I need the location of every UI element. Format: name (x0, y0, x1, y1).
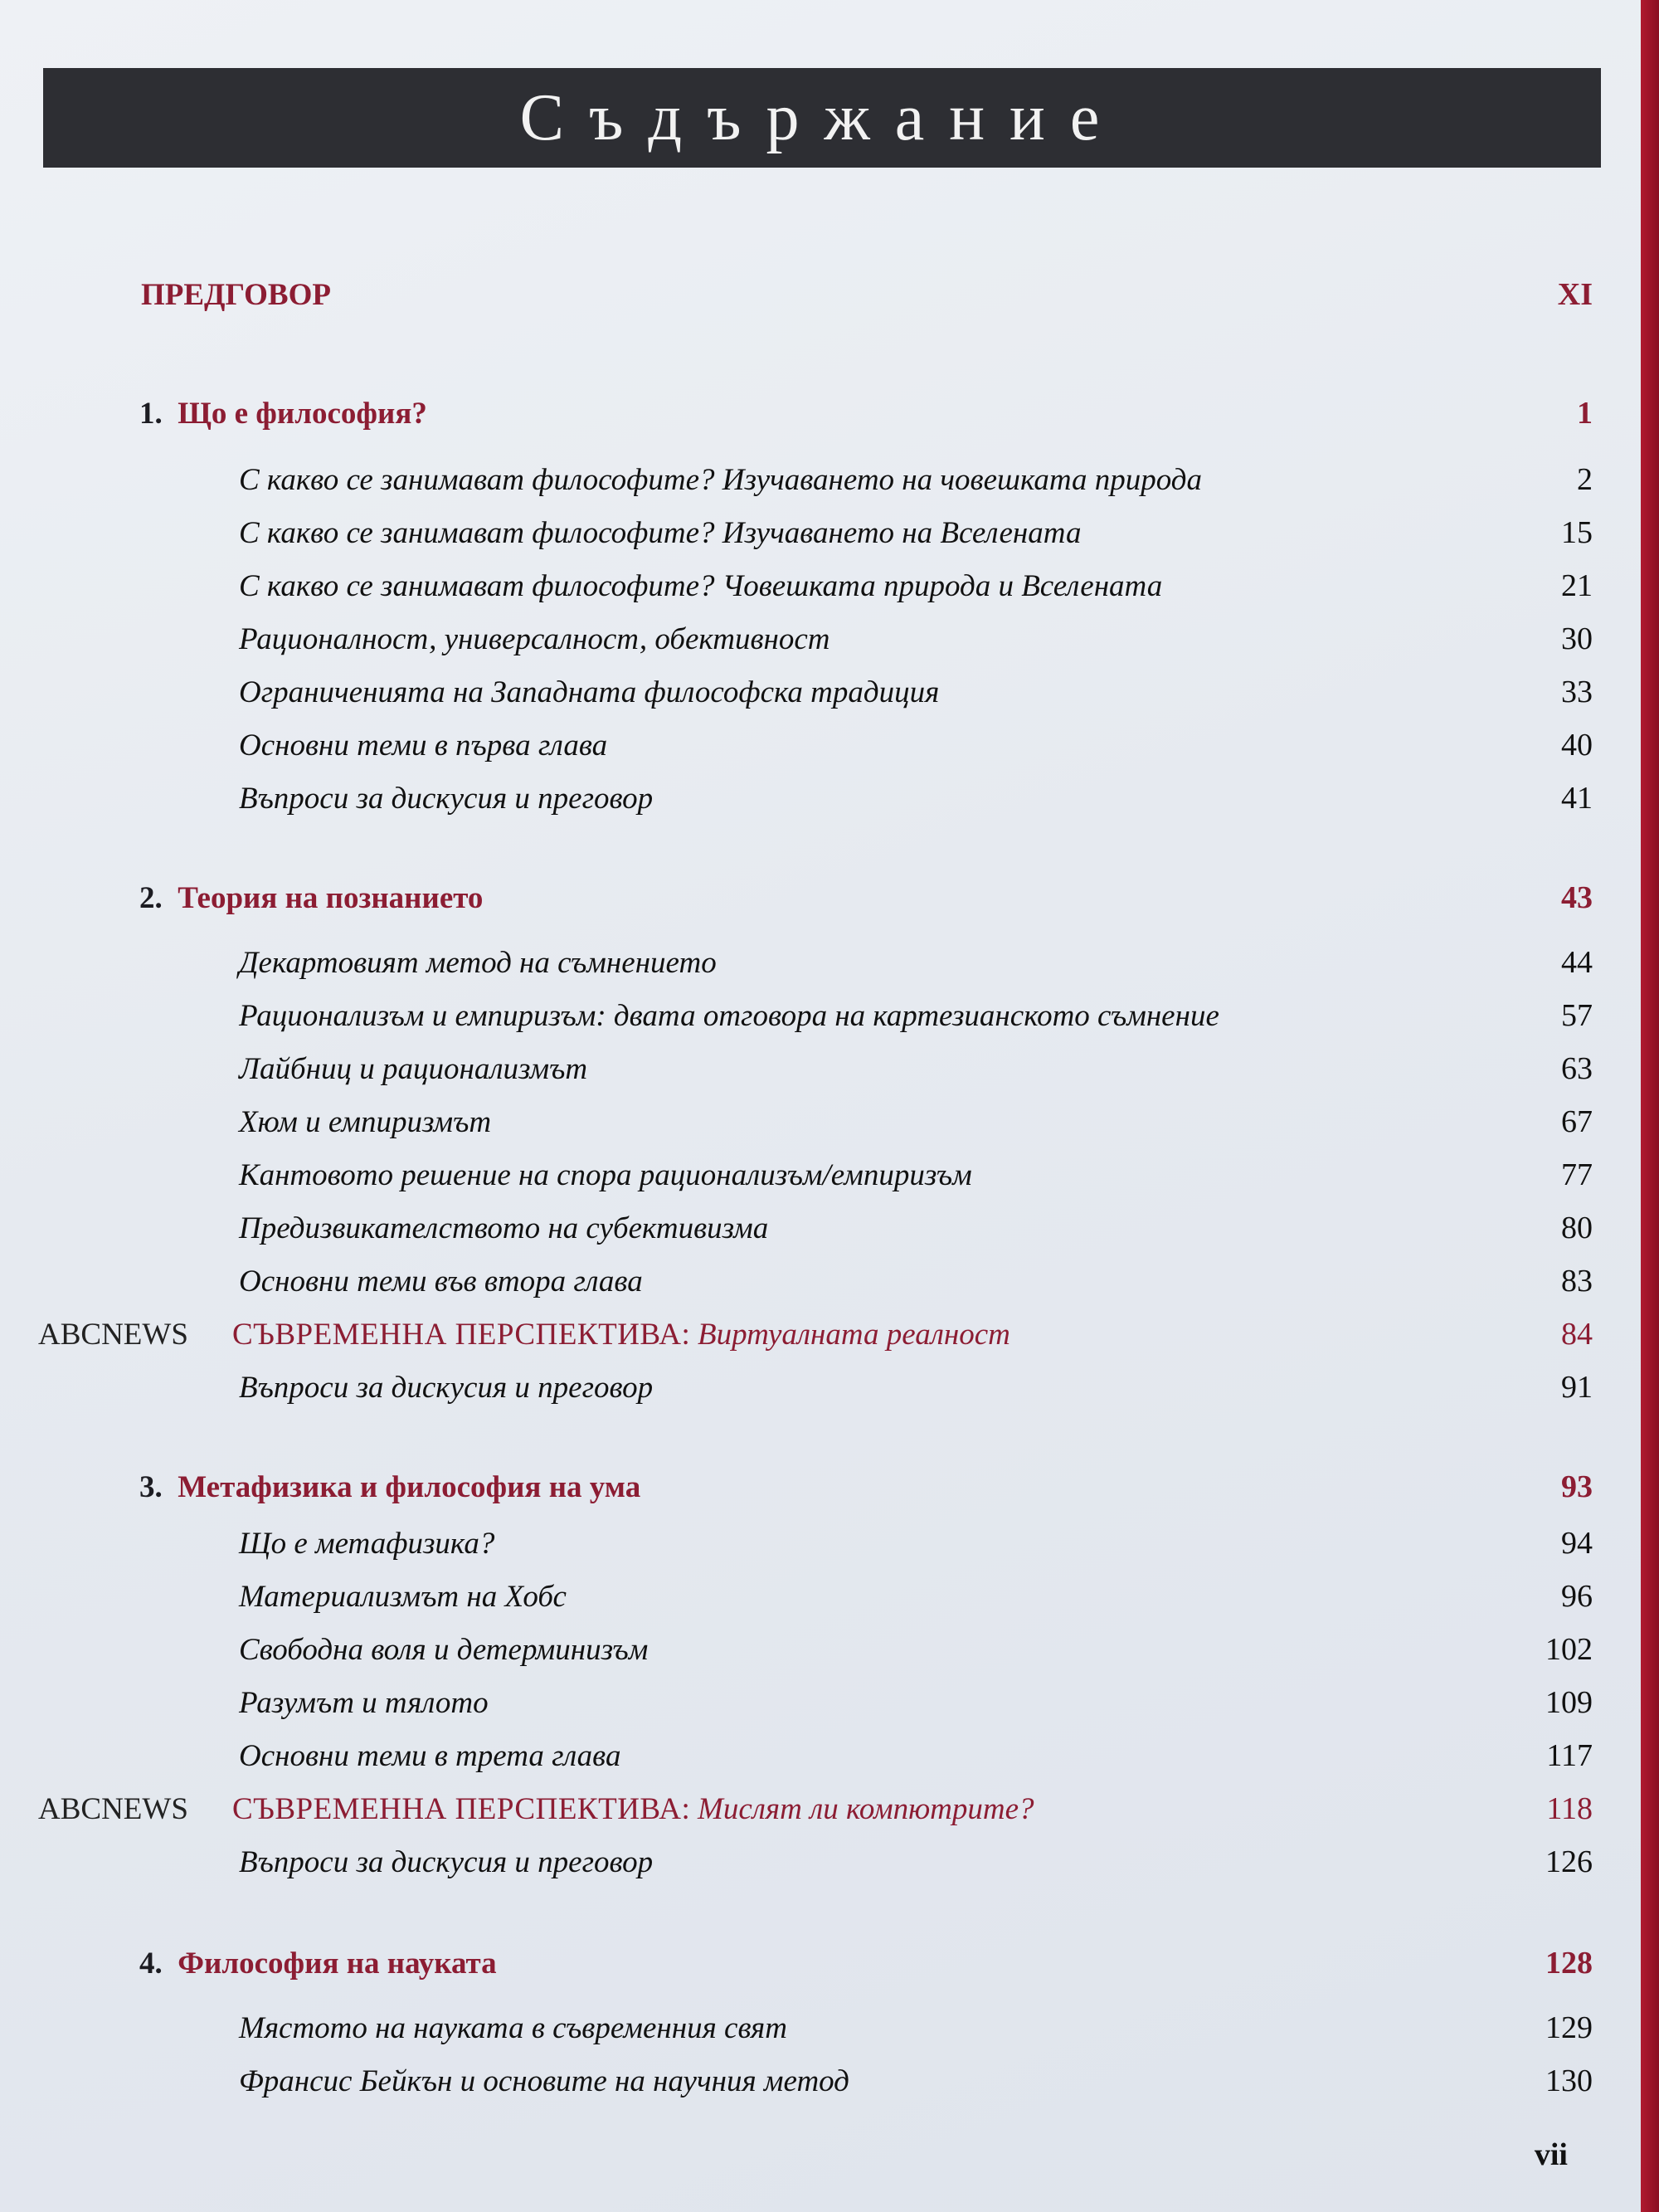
chapter-page: 1 (1577, 396, 1593, 431)
feature-title: СЪВРЕМЕННА ПЕРСПЕКТИВА: Мислят ли компютрите? (232, 1791, 1034, 1826)
feature-label: СЪВРЕМЕННА ПЕРСПЕКТИВА (232, 1317, 682, 1352)
abcnews-brand: ABCNEWS (38, 1791, 188, 1826)
feature-title: СЪВРЕМЕННА ПЕРСПЕКТИВА: Виртуалната реалност (232, 1317, 1010, 1352)
toc-entry[interactable] (0, 2056, 1601, 2106)
chapter-heading (139, 1946, 497, 1981)
toc-entry[interactable] (0, 1203, 1601, 1253)
toc-entry[interactable] (0, 561, 1601, 611)
toc-entry[interactable] (0, 991, 1601, 1040)
toc-entry[interactable] (0, 773, 1601, 823)
toc-entry[interactable] (0, 1518, 1601, 1568)
entry-page: 30 (1561, 621, 1593, 656)
toc-entry[interactable] (0, 1150, 1601, 1200)
toc-entry[interactable] (0, 1097, 1601, 1147)
toc-entry[interactable] (0, 720, 1601, 770)
entry-page: 63 (1561, 1051, 1593, 1086)
entry-title: Лайбниц и рационализмът (239, 1051, 588, 1086)
chapter-title: Метафизика и философия на ума (178, 1469, 641, 1504)
toc-entry[interactable] (0, 1837, 1601, 1887)
toc-entry[interactable] (0, 2003, 1601, 2053)
chapter-title: Що е философия? (178, 396, 427, 431)
entry-page: 91 (1561, 1370, 1593, 1405)
entry-page: 94 (1561, 1526, 1593, 1561)
toc-entry[interactable] (0, 938, 1601, 987)
toc-entry[interactable] (0, 508, 1601, 558)
toc-chapter-row[interactable] (0, 873, 1601, 923)
entry-page: 118 (1546, 1791, 1593, 1826)
chapter-title: Теория на познанието (178, 880, 484, 915)
entry-title: Кантовото решение на спора рационализъм/емпиризъм (239, 1157, 972, 1192)
toc-entry[interactable] (0, 1044, 1601, 1094)
entry-title: Основни теми във втора глава (239, 1264, 643, 1298)
preface-page: XI (1557, 277, 1593, 312)
entry-page: 84 (1561, 1317, 1593, 1352)
preface-label: ПРЕДГОВОР (141, 277, 331, 312)
entry-page: 41 (1561, 781, 1593, 816)
chapter-number: 4. (139, 1946, 163, 1981)
entry-title: Въпроси за дискусия и преговор (239, 1844, 654, 1879)
chapter-number: 1. (139, 396, 163, 431)
entry-page: 83 (1561, 1264, 1593, 1298)
entry-page: 102 (1545, 1632, 1593, 1667)
page-title: Съдържание (519, 80, 1125, 154)
entry-page: 21 (1561, 568, 1593, 603)
entry-title: Основни теми в трета глава (239, 1738, 621, 1773)
entry-page: 40 (1561, 728, 1593, 763)
entry-page: 2 (1577, 462, 1593, 497)
entry-title: Въпроси за дискусия и преговор (239, 781, 654, 816)
entry-title: С какво се занимават философите? Човешката природа и Вселената (239, 568, 1163, 603)
entry-title: С какво се занимават философите? Изучаването на Вселената (239, 515, 1082, 550)
chapter-page: 93 (1561, 1469, 1593, 1504)
entry-title: Предизвикателството на субективизма (239, 1211, 769, 1245)
chapter-title: Философия на науката (178, 1946, 497, 1981)
toc-feature-entry[interactable] (0, 1784, 1601, 1834)
entry-title: Рационалност, универсалност, обективност (239, 621, 830, 656)
toc-entry[interactable] (0, 1678, 1601, 1727)
toc-entry[interactable] (0, 455, 1601, 504)
toc-entry[interactable] (0, 1256, 1601, 1306)
chapter-page: 128 (1545, 1946, 1593, 1981)
header-bar (43, 68, 1601, 168)
entry-title: С какво се занимават философите? Изучаването на човешката природа (239, 462, 1203, 497)
toc-entry[interactable] (0, 667, 1601, 717)
feature-label: СЪВРЕМЕННА ПЕРСПЕКТИВА (232, 1791, 682, 1826)
toc-preface-row[interactable] (0, 270, 1601, 319)
feature-subtitle: Мислят ли компютрите? (698, 1791, 1034, 1826)
entry-title: Ограниченията на Западната философска традиция (239, 675, 940, 709)
chapter-number: 2. (139, 880, 163, 915)
entry-title: Въпроси за дискусия и преговор (239, 1370, 654, 1405)
chapter-page: 43 (1561, 880, 1593, 915)
toc-chapter-row[interactable] (0, 388, 1601, 438)
entry-page: 109 (1545, 1685, 1593, 1720)
toc-entry[interactable] (0, 1362, 1601, 1412)
toc-entry[interactable] (0, 1625, 1601, 1674)
entry-page: 96 (1561, 1579, 1593, 1614)
red-page-edge (1641, 0, 1659, 2212)
toc-chapter-row[interactable] (0, 1938, 1601, 1988)
toc-entry[interactable] (0, 614, 1601, 664)
chapter-heading (139, 880, 483, 916)
entry-title: Материализмът на Хобс (239, 1579, 567, 1614)
entry-title: Рационализъм и емпиризъм: двата отговора на картезианското съмнение (239, 998, 1219, 1033)
chapter-number: 3. (139, 1469, 163, 1504)
entry-page: 57 (1561, 998, 1593, 1033)
entry-page: 80 (1561, 1211, 1593, 1245)
entry-title: Разумът и тялото (239, 1685, 489, 1720)
entry-page: 126 (1545, 1844, 1593, 1879)
entry-page: 117 (1546, 1738, 1593, 1773)
chapter-heading (139, 396, 427, 431)
entry-page: 44 (1561, 945, 1593, 980)
entry-page: 67 (1561, 1104, 1593, 1139)
entry-page: 130 (1545, 2063, 1593, 2098)
entry-title: Декартовият метод на съмнението (239, 945, 717, 980)
entry-title: Що е метафизика? (239, 1526, 495, 1561)
toc-chapter-row[interactable] (0, 1462, 1601, 1512)
entry-title: Свободна воля и детерминизъм (239, 1632, 649, 1667)
toc-entry[interactable] (0, 1731, 1601, 1781)
chapter-heading (139, 1469, 640, 1505)
entry-title: Хюм и емпиризмът (239, 1104, 492, 1139)
entry-title: Франсис Бейкън и основите на научния метод (239, 2063, 849, 2098)
toc-feature-entry[interactable] (0, 1309, 1601, 1359)
entry-page: 15 (1561, 515, 1593, 550)
entry-title: Основни теми в първа глава (239, 728, 608, 763)
feature-subtitle: Виртуалната реалност (698, 1317, 1010, 1352)
entry-page: 129 (1545, 2010, 1593, 2045)
entry-title: Мястото на науката в съвременния свят (239, 2010, 787, 2045)
abcnews-brand: ABCNEWS (38, 1317, 188, 1352)
toc-entry[interactable] (0, 1571, 1601, 1621)
footer-page-number: vii (1534, 2137, 1568, 2172)
entry-page: 33 (1561, 675, 1593, 709)
entry-page: 77 (1561, 1157, 1593, 1192)
